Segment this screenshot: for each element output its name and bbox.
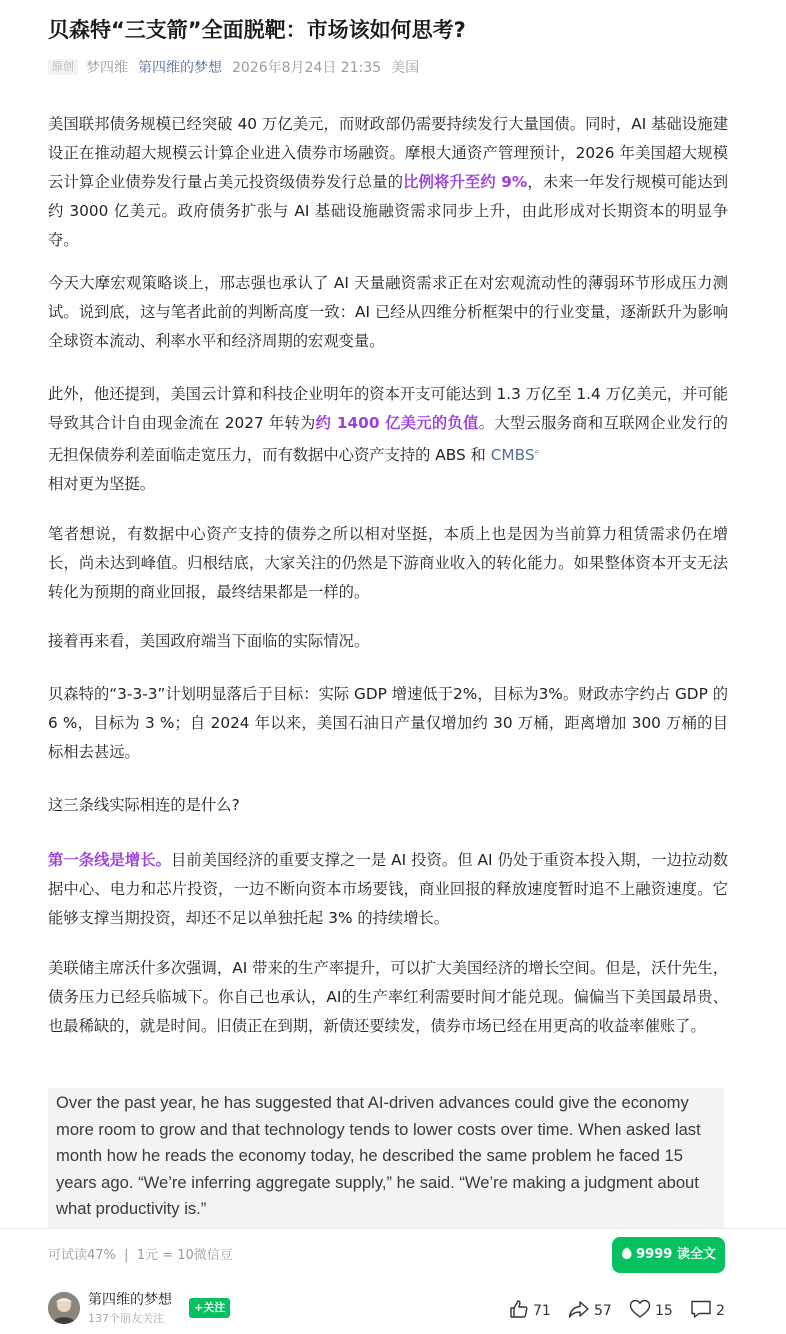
thumbs-up-icon [509,1299,529,1319]
paragraph-text: ，未来一年发行规模可能达到约 3000 亿美元。政府债务扩张与 AI 基础设施融资需求同步上升，由此形成对长期资本的明显争夺。 [48,173,728,249]
read-full-button[interactable]: 9999 读全文 [612,1237,725,1273]
highlight-text: 比例将升至约 9% [403,173,528,191]
paragraph-text: 。大型云服务商和互联网企业发行的无担保债券利差面临走宽压力，而有数据中心资产支持的 ABS 和 [48,414,728,465]
account-name[interactable]: 第四维的梦想 [88,1292,172,1308]
comment-button[interactable]: 2 [690,1299,725,1319]
paragraph-1 [48,110,728,255]
publish-date: 2026年8月24日 21:35 [232,60,382,76]
bean-icon [621,1247,633,1260]
account-link[interactable]: 第四维的梦想 [138,60,222,76]
like-button[interactable]: 71 [509,1299,551,1319]
progress-text: 可试读47% [48,1248,116,1263]
heart-icon [629,1299,651,1319]
followers-count: 137个朋友关注 [88,1312,164,1325]
article-meta [48,58,738,78]
paragraph-text: 此外，他还提到，美国云计算和科技企业明年的资本开支可能达到 1.3 万亿至 1.4 万亿美元，并可能导致其合计自由现金流在 2027 年转为 [48,385,728,432]
quote-block: Over the past year, he has suggested that AI-driven advances could give the economy more room to grow and that technology tends to lower costs over time. When asked last month how he reads the economy today, he described the same problem he faced 15 years ago. “We’re inferring aggregate supply,” he said. “We’re making a judgment about what productivity is.” [48,1088,724,1228]
search-icon: ⌕ [534,447,540,457]
paragraph-8 [48,846,728,933]
paragraph-text: 美国联邦债务规模已经突破 40 万亿美元，而财政部仍需要持续发行大量国债。同时，AI 基础设施建设正在推动超大规模云计算企业进入债券市场融资。摩根大通资产管理预计，2026 年美国超大规模云计算企业债券发行量占美元投资级债券发行总量的 [48,115,728,191]
avatar-image [48,1292,80,1324]
paragraph-6: 贝森特的“3-3-3”计划明显落后于目标：实际 GDP 增速低于2%，目标为3%。财政赤字约占 GDP 的 6 %，目标为 3 %；自 2024 年以来，美国石油日产量仅增加约 30 万桶，距离增加 300 万桶的目标相去甚远。 [48,685,728,761]
publish-location: 美国 [391,60,420,76]
paragraph-5: 接着再来看，美国政府端当下面临的实际情况。 [48,632,370,650]
paragraph-3 [48,380,728,499]
highlight-text: 约 1400 亿美元的负值 [315,414,479,432]
comment-icon [690,1299,712,1319]
paragraph-text: 相对更为坚挺。 [48,475,156,494]
read-progress: 可试读47% | 1元 = 10微信豆 [48,1248,233,1263]
cmbs-search-link[interactable]: CMBS⌕ [490,446,540,465]
paragraph-4: 笔者想说，有数据中心资产支持的债券之所以相对坚挺，本质上也是因为当前算力租赁需求仍在增长，尚未达到峰值。归根结底，大家关注的仍然是下游商业收入的转化能力。如果整体资本开支无法转化为预期的商业回报，最终结果都是一样的。 [48,525,728,601]
bottom-bar [0,1228,786,1334]
paragraph-2: 今天大摩宏观策略谈上，邢志强也承认了 AI 天量融资需求正在对宏观流动性的薄弱环节形成压力测试。说到底，这与笔者此前的判断高度一致：AI 已经从四维分析框架中的行业变量，逐渐跃升为影响全球资本流动、利率水平和经济周期的宏观变量。 [48,274,728,350]
favorite-button[interactable]: 15 [629,1299,673,1319]
paragraph-9: 美联储主席沃什多次强调，AI 带来的生产率提升，可以扩大美国经济的增长空间。但是，沃什先生，债务压力已经兵临城下。你自己也承认，AI的生产率红利需要时间才能兑现。偏偏当下美国最昂贵、也最稀缺的，就是时间。旧债正在到期，新债还要续发，债券市场已经在用更高的收益率催账了。 [48,959,728,1035]
author-name: 梦四维 [86,60,128,76]
article-title: 贝森特“三支箭”全面脱靶：市场该如何思考? [48,18,466,42]
original-tag: 原创 [48,59,78,75]
paragraph-text: 目前美国经济的重要支撑之一是 AI 投资。但 AI 仍处于重资本投入期，一边拉动数据中心、电力和芯片投资，一边不断向资本市场要钱，商业回报的释放速度暂时追不上融资速度。它能够支撑当期投资，却还不足以单独托起 3% 的持续增长。 [48,851,728,927]
paragraph-7: 这三条线实际相连的是什么? [48,796,240,814]
account-avatar[interactable] [48,1292,80,1324]
follow-button[interactable]: +关注 [189,1298,230,1318]
price-rate: 1元 = 10微信豆 [136,1248,233,1263]
share-arrow-icon [568,1299,590,1319]
share-button[interactable]: 57 [568,1299,612,1319]
highlight-text: 第一条线是增长。 [48,851,171,869]
